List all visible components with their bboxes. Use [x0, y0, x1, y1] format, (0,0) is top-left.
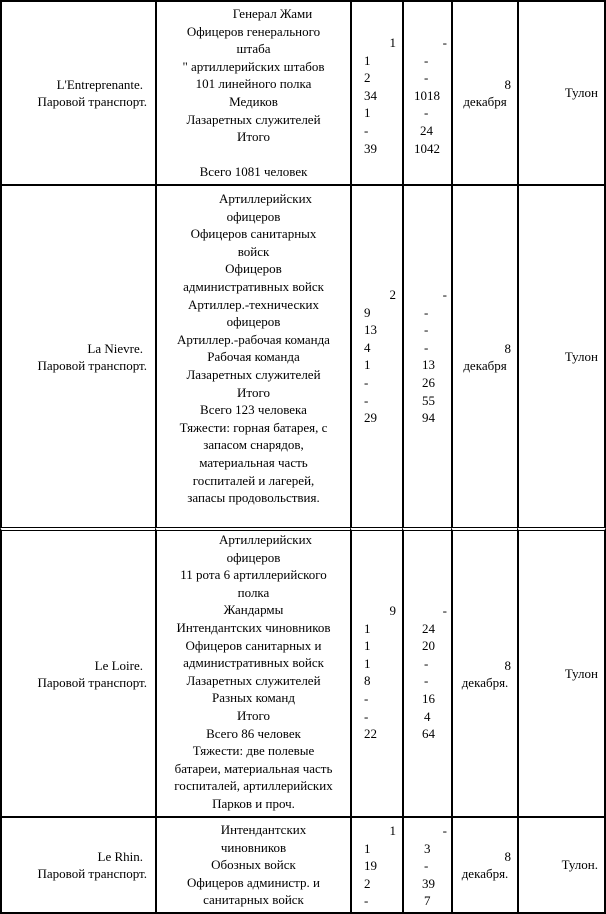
officers-cell	[350, 0, 402, 184]
destination-cell	[517, 527, 606, 816]
description-line: санитарных войск	[203, 892, 304, 908]
description-cell	[155, 184, 350, 527]
officers-cell	[350, 527, 402, 816]
officers-value: 1	[389, 823, 396, 838]
officers-value: 19	[364, 858, 377, 874]
officers-value: 39	[364, 140, 377, 156]
officers-value: 1	[364, 620, 371, 636]
officers-value: 1	[364, 638, 371, 654]
description-line: Разных команд	[212, 690, 295, 706]
officers-value: 2	[364, 70, 371, 86]
description-line: Итого	[237, 129, 270, 145]
soldiers-value: -	[424, 322, 429, 338]
description-line: штаба	[236, 41, 271, 57]
description-line: 11 рота 6 артиллерийского	[180, 567, 327, 583]
soldiers-value: 24	[422, 620, 435, 636]
officers-cell	[350, 816, 402, 914]
soldiers-value: -	[424, 655, 429, 671]
officers-value: 1	[364, 655, 371, 671]
ship-name: Le Loire.	[94, 657, 143, 673]
date-cell	[451, 0, 517, 184]
description-line: запасом снарядов,	[203, 437, 304, 453]
description-line: войск	[237, 243, 270, 259]
soldiers-value: 26	[422, 374, 435, 390]
description-line: офицеров	[226, 314, 281, 330]
soldiers-value: -	[442, 823, 447, 838]
ship-type: Паровой транспорт.	[37, 94, 147, 109]
soldiers-value: 7	[424, 893, 431, 909]
officers-value: 1	[364, 52, 371, 68]
table-row	[0, 184, 606, 527]
soldiers-value: 4	[424, 708, 431, 724]
soldiers-value: 1042	[414, 140, 440, 156]
description-line: Всего 1081 человек	[199, 164, 308, 180]
destination: Тулон	[564, 348, 598, 364]
description-line: Артиллер.-рабочая команда	[177, 331, 330, 347]
officers-cell	[350, 184, 402, 527]
description-line: Офицеров	[225, 261, 282, 277]
description-line: чиновников	[220, 839, 287, 855]
description-line: Рабочая команда	[207, 349, 300, 365]
description-line: Артиллерийских	[218, 532, 313, 547]
soldiers-value: -	[424, 70, 429, 86]
destination: Тулон	[564, 665, 598, 681]
description-line: Парков и проч.	[212, 795, 295, 811]
date-day: 8	[504, 77, 511, 92]
officers-value: -	[364, 122, 369, 138]
description-line: Тяжести: две полевые	[192, 743, 315, 759]
soldiers-value: 39	[422, 875, 435, 891]
soldiers-value: -	[424, 673, 429, 689]
ship-cell	[0, 816, 155, 914]
description-line: Интендантских	[220, 822, 307, 837]
description-cell	[155, 816, 350, 914]
description-lines	[157, 2, 350, 181]
officers-value: 13	[364, 322, 377, 338]
soldiers-value: -	[424, 858, 429, 874]
description-line: " артиллерийских штабов	[182, 58, 325, 74]
officers-value: 29	[364, 410, 377, 426]
ship-name: La Nievre.	[87, 340, 143, 356]
ship-type: Паровой транспорт.	[37, 866, 147, 881]
soldiers-value: -	[424, 304, 429, 320]
date-month: декабря	[463, 357, 507, 373]
description-line: Медиков	[229, 93, 278, 109]
destination-cell	[517, 816, 606, 914]
officers-value: 4	[364, 339, 371, 355]
description-line: Офицеров генерального	[186, 23, 321, 39]
description-line: госпиталей, артиллерийских	[174, 778, 333, 794]
soldiers-value: 3	[424, 840, 431, 856]
soldiers-value: 20	[422, 638, 435, 654]
description-line: Офицеров администр. и	[187, 874, 320, 890]
officers-value: 8	[364, 673, 371, 689]
description-line: батареи, материальная часть	[174, 760, 333, 776]
description-line: Итого	[237, 707, 270, 723]
ship-name: L'Entreprenante.	[56, 77, 143, 92]
officers-value: 1	[364, 105, 371, 121]
description-line: запасы продовольствия.	[187, 490, 320, 506]
soldiers-value: -	[424, 339, 429, 355]
officers-value: -	[364, 690, 369, 706]
description-lines	[157, 186, 350, 507]
description-line: 101 линейного полка	[195, 76, 312, 92]
description-line: Лазаретных служителей	[186, 366, 321, 382]
soldiers-value: -	[424, 105, 429, 121]
description-cell	[155, 527, 350, 816]
description-line: материальная часть	[199, 454, 308, 470]
description-line: Артиллер.-технических	[187, 296, 320, 312]
description-line: административных войск	[183, 655, 324, 671]
soldiers-cell	[402, 527, 451, 816]
officers-value: 2	[364, 875, 371, 891]
description-line: Артиллерийских	[218, 191, 313, 206]
soldiers-cell	[402, 0, 451, 184]
officers-value: -	[364, 893, 369, 909]
destination-cell	[517, 0, 606, 184]
description-cell	[155, 0, 350, 184]
description-line: Офицеров санитарных и	[185, 637, 322, 653]
description-line: Всего 123 человека	[200, 402, 307, 418]
soldiers-value: -	[442, 287, 447, 302]
description-line: Лазаретных служителей	[186, 111, 321, 127]
soldiers-value: -	[442, 603, 447, 618]
description-line: административных войск	[183, 278, 324, 294]
date-month: декабря.	[461, 866, 509, 881]
soldiers-value: 16	[422, 690, 435, 706]
table-row	[0, 0, 606, 184]
destination: Тулон.	[561, 857, 598, 872]
description-line: Лазаретных служителей	[186, 672, 321, 688]
destination: Тулон	[564, 85, 598, 100]
officers-value: 1	[389, 35, 396, 50]
soldiers-value: 13	[422, 357, 435, 373]
ship-name: Le Rhin.	[97, 849, 143, 864]
ship-cell	[0, 184, 155, 527]
description-line: Обозных войск	[211, 857, 296, 873]
description-line	[159, 146, 348, 164]
officers-value: -	[364, 392, 369, 408]
soldiers-value: 55	[422, 392, 435, 408]
officers-value: 1	[364, 840, 371, 856]
soldiers-value: -	[424, 52, 429, 68]
ship-type: Паровой транспорт.	[37, 357, 147, 373]
date-month: декабря.	[461, 674, 509, 690]
description-line: Генерал Жами	[232, 6, 313, 21]
description-line: Офицеров санитарных	[190, 226, 317, 242]
officers-value: 2	[389, 287, 396, 302]
officers-value: 9	[364, 304, 371, 320]
date-cell	[451, 184, 517, 527]
description-line: Всего 86 человек	[206, 725, 301, 741]
soldiers-value: 24	[420, 122, 433, 138]
description-line: Тяжести: горная батарея, с	[179, 419, 328, 435]
description-line: Жандармы	[223, 602, 284, 618]
officers-value: 9	[389, 603, 396, 618]
date-cell	[451, 527, 517, 816]
date-month: декабря	[463, 94, 507, 109]
soldiers-cell	[402, 184, 451, 527]
table-row	[0, 816, 606, 914]
description-lines	[157, 818, 350, 909]
description-line: офицеров	[226, 208, 281, 224]
date-day: 8	[504, 340, 511, 356]
soldiers-value: 94	[422, 410, 435, 426]
description-line: полка	[237, 584, 270, 600]
officers-value: 1	[364, 357, 371, 373]
description-line: Интендантских чиновников	[176, 619, 331, 635]
date-day: 8	[504, 849, 511, 864]
destination-cell	[517, 184, 606, 527]
officers-value: -	[364, 374, 369, 390]
ship-cell	[0, 527, 155, 816]
soldiers-value: 64	[422, 726, 435, 742]
description-line: Итого	[237, 384, 270, 400]
description-line: госпиталей и лагерей,	[192, 472, 315, 488]
description-lines	[157, 531, 350, 813]
soldiers-cell	[402, 816, 451, 914]
date-day: 8	[504, 657, 511, 673]
officers-value: 34	[364, 87, 377, 103]
date-cell	[451, 816, 517, 914]
description-line: офицеров	[226, 549, 281, 565]
officers-value: 22	[364, 726, 377, 742]
table-row	[0, 527, 606, 816]
ship-cell	[0, 0, 155, 184]
soldiers-value: 1018	[414, 87, 440, 103]
ship-type: Паровой транспорт.	[37, 674, 147, 690]
soldiers-value: -	[442, 35, 447, 50]
officers-value: -	[364, 708, 369, 724]
